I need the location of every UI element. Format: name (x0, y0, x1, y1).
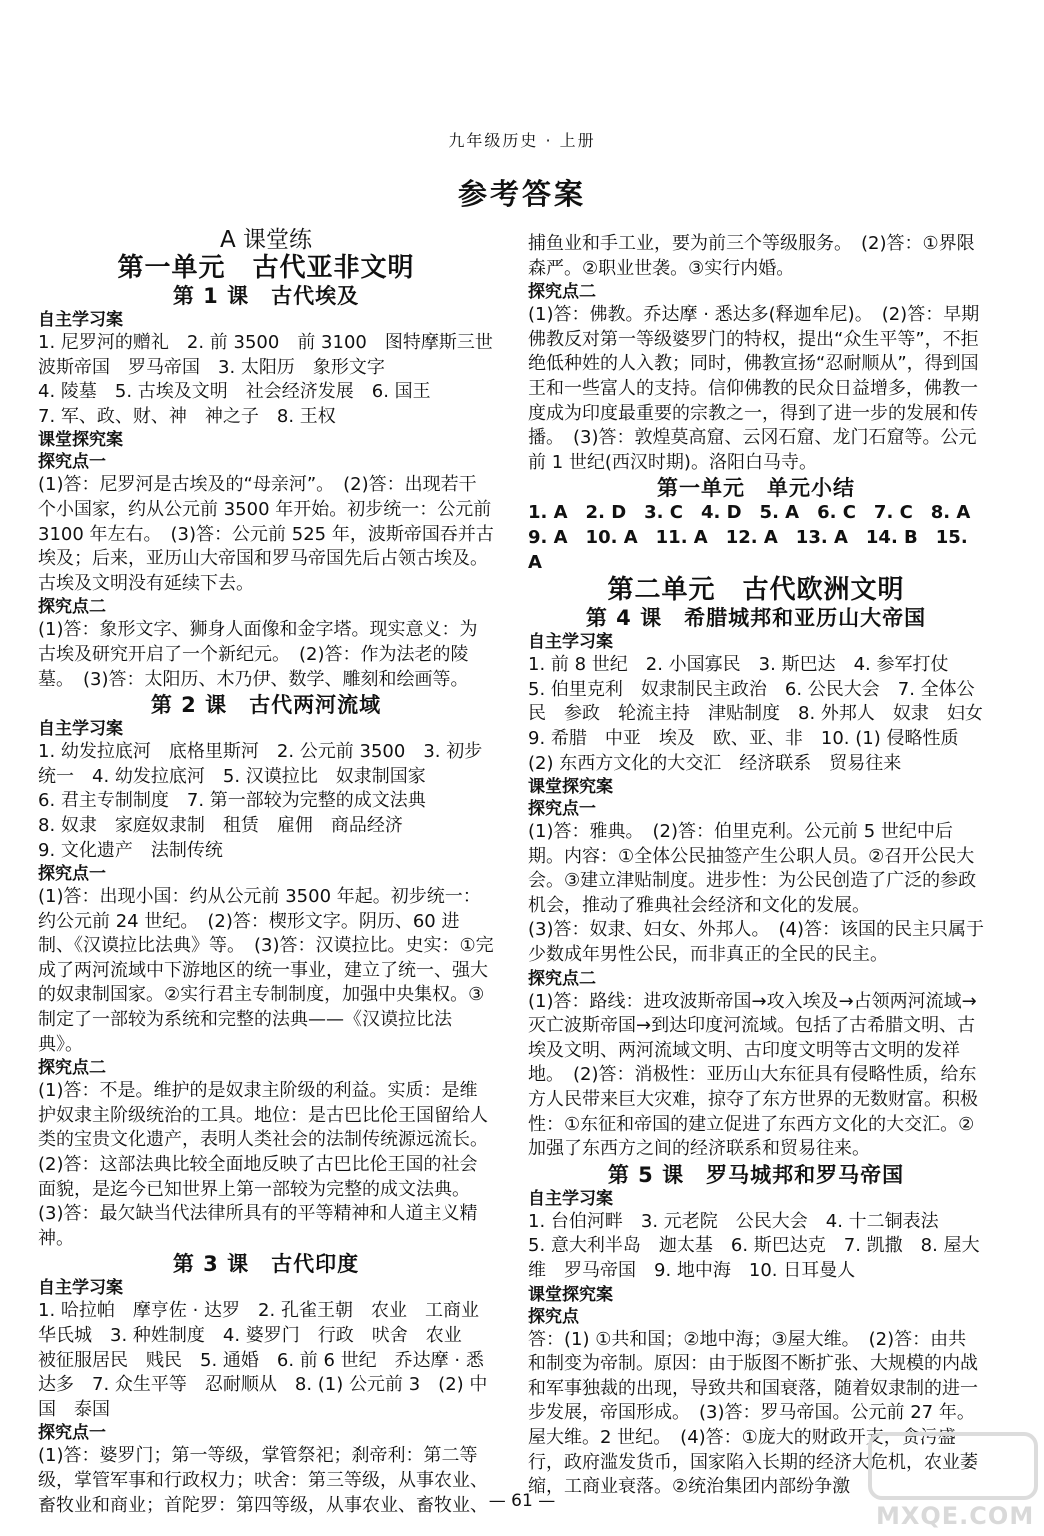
inquiry-heading: 探究点二 (528, 968, 596, 989)
section-heading: 自主学习案 (38, 1278, 123, 1299)
unit-1-summary-answers: 1. A 2. D 3. C 4. D 5. A 6. C 7. C 8. A 9. A 10. A 11. A 12. A 13. A 14. B 15. A (528, 502, 971, 573)
inquiry-heading: 探究点二 (38, 597, 106, 618)
lesson-1-inquiry-2: (1)答：象形文字、狮身人面像和金字塔。现实意义：为古埃及研究开启了一个新纪元。 (2)答：作为法老的陵墓。 (3)答：太阳历、木乃伊、数学、雕刻和绘画等。 (38, 619, 478, 690)
lesson-5-self-study: 1. 台伯河畔 3. 元老院 公民大会 4. 十二铜表法 5. 意大利半岛 迦太基 6. 斯巴达克 7. 凯撒 8. 屋大维 罗马帝国 9. 地中海 10. 日耳曼人 (528, 1210, 980, 1281)
lesson-4-inquiry-2: (1)答：路线：进攻波斯帝国→攻入埃及→占领两河流域→灭亡波斯帝国→到达印度河流域。包括了古希腊文明、古埃及文明、两河流域文明、古印度文明等古文明的发祥地。 (2)答：消极性：亚历山大东征具有侵略性质，给东方人民带来巨大灾难，掠夺了东方世界的无数财富。积极性：①东征和帝国的建立促进了东西方文化的大交汇。②加强了东西方之间的经济联系和贸易往来。 (528, 990, 978, 1160)
page-title: 参考答案 (457, 177, 586, 211)
right-column (528, 232, 984, 1500)
unit-1-summary-title: 第一单元 单元小结 (657, 476, 855, 501)
lesson-4-title: 第 4 课 希腊城邦和亚历山大帝国 (585, 606, 927, 631)
lesson-1-inquiry-1: (1)答：尼罗河是古埃及的“母亲河”。 (2)答：出现若干个小国家，约从公元前 3500 年开始。初步统一：公元前 3100 年左右。 (3)答：公元前 525 年，波斯帝国吞并古埃及；后来，亚历山大帝国和罗马帝国先后占领古埃及。古埃及文明没有延续下去。 (38, 474, 497, 594)
section-heading: 自主学习案 (528, 632, 613, 653)
lesson-3-inquiry-1-continued: 捕鱼业和手工业，要为前三个等级服务。 (2)答：①界限森严。②职业世袭。③实行内婚。 (528, 233, 975, 279)
lesson-5-title: 第 5 课 罗马城邦和罗马帝国 (607, 1162, 905, 1187)
lesson-2-inquiry-2: (1)答：不是。维护的是奴隶主阶级的利益。实质：是维护奴隶主阶级统治的工具。地位：是古巴比伦王国留给人类的宝贵文化遗产，表明人类社会的法制传统源远流长。 (2)答：这部法典比较全面地反映了古巴比伦王国的社会面貌，是迄今已知世界上第一部较为完整的成文法典。 (3)答：最欠缺当代法律所具有的平等精神和人道主义精神。 (38, 1080, 497, 1249)
left-column (38, 227, 497, 1518)
lesson-2-title: 第 2 课 古代两河流域 (150, 693, 382, 718)
inquiry-heading: 探究点 (528, 1306, 579, 1327)
inquiry-heading: 探究点一 (38, 452, 106, 473)
lesson-3-inquiry-1: (1)答：婆罗门；第一等级，掌管祭祀；刹帝利：第二等级，掌管军事和行政权力；吠舍：第三等级，从事农业、畜牧业和商业；首陀罗：第四等级，从事农业、畜牧业、 (38, 1445, 488, 1516)
lesson-2-inquiry-1: (1)答：出现小国：约从公元前 3500 年起。初步统一：约公元前 24 世纪。 (2)答：楔形文字。阴历、60 进制、《汉谟拉比法典》等。 (3)答：汉谟拉比。史实：①完成了两河流域中下游地区的统一事业，建立了统一、强大的奴隶制国家。②实行君主专制制度，加强中央集权。③制定了一部较为系统和完整的法典——《汉谟拉比法典》。 (38, 886, 494, 1055)
lesson-5-inquiry: 答：(1) ①共和国；②地中海；③屋大维。 (2)答：由共和制变为帝制。原因：由于版图不断扩张、大规模的内战和军事独裁的出现，导致共和国衰落，随着奴隶制的进一步发展，帝国形成。 (3)答：罗马帝国。公元前 27 年。屋大维。2 世纪。 (4)答：①庞大的财政开支，贪污盛行，政府滥发货币，国家陷入长期的经济大危机，农业萎缩，工商业衰落。②统治集团内部纷争激 (528, 1328, 978, 1498)
lesson-3-title: 第 3 课 古代印度 (172, 1252, 360, 1277)
watermark-logo (868, 1432, 1038, 1500)
section-heading: 课堂探究案 (38, 430, 123, 451)
section-heading: 自主学习案 (38, 719, 123, 740)
lesson-1-self-study: 1. 尼罗河的赠礼 2. 前 3500 前 3100 图特摩斯三世 波斯帝国 罗马帝国 3. 太阳历 象形文字 4. 陵墓 5. 古埃及文明 社会经济发展 6. 国王 7. 军、政、财、神 神之子 8. 王权 (38, 332, 493, 427)
watermark-url: MXQE.COM (876, 1502, 1035, 1530)
inquiry-heading: 探究点二 (528, 282, 596, 303)
unit-heading-1: 第一单元 古代亚非文明 (117, 253, 415, 283)
inquiry-heading: 探究点一 (38, 1423, 106, 1444)
page-number: — 61 — (488, 1491, 556, 1511)
inquiry-heading: 探究点二 (38, 1058, 106, 1079)
lesson-3-self-study: 1. 哈拉帕 摩亨佐 · 达罗 2. 孔雀王朝 农业 工商业 华氏城 3. 种姓制度 4. 婆罗门 行政 吠舍 农业 被征服居民 贱民 5. 通婚 6. 前 6 世纪 乔达摩 · 悉达多 7. 众生平等 忍耐顺从 8. (1) 公元前 3 (2) 中国 泰国 (38, 1300, 497, 1420)
section-heading: 课堂探究案 (528, 777, 613, 798)
watermark (868, 1432, 1038, 1532)
section-heading: 自主学习案 (38, 310, 123, 330)
lesson-4-self-study: 1. 前 8 世纪 2. 小国寡民 3. 斯巴达 4. 参军打仗 5. 伯里克利 奴隶制民主政治 6. 公民大会 7. 全体公民 参政 轮流主持 津贴制度 8. 外邦人 奴隶 妇女 9. 希腊 中亚 埃及 欧、亚、非 10. (1) 侵略性质 (2) 东西方文化的大交汇 经济联系 贸易往来 (528, 654, 983, 774)
unit-heading-2: 第二单元 古代欧洲文明 (607, 575, 905, 606)
inquiry-heading: 探究点一 (528, 799, 596, 820)
lesson-3-inquiry-2: (1)答：佛教。乔达摩 · 悉达多(释迦牟尼)。 (2)答：早期佛教反对第一等级婆罗门的特权，提出“众生平等”，不拒绝低种姓的人入教；同时，佛教宣扬“忍耐顺从”，得到国王和一些富人的支持。信仰佛教的民众日益增多，佛教一度成为印度最重要的宗教之一，得到了进一步的发展和传播。 (3)答：敦煌莫高窟、云冈石窟、龙门石窟等。公元前 1 世纪(西汉时期)。洛阳白马寺。 (528, 304, 980, 473)
running-header: 九年级历史 · 上册 (448, 131, 596, 150)
lesson-2-self-study: 1. 幼发拉底河 底格里斯河 2. 公元前 3500 3. 初步统一 4. 幼发拉底河 5. 汉谟拉比 奴隶制国家 6. 君主专制制度 7. 第一部较为完整的成文法典 8. 奴隶 家庭奴隶制 租赁 雇佣 商品经济 9. 文化遗产 法制传统 (38, 741, 483, 861)
section-heading: 自主学习案 (528, 1188, 613, 1209)
part-heading: A 课堂练 (219, 227, 313, 253)
inquiry-heading: 探究点一 (38, 864, 106, 885)
section-heading: 课堂探究案 (528, 1284, 613, 1305)
lesson-1-title: 第 1 课 古代埃及 (172, 284, 360, 308)
lesson-4-inquiry-1: (1)答：雅典。 (2)答：伯里克利。公元前 5 世纪中后期。内容：①全体公民抽签产生公职人员。②召开公民大会。③建立津贴制度。进步性：为公民创造了广泛的参政机会，推动了雅典社会经济和文化的发展。 (3)答：奴隶、妇女、外邦人。 (4)答：该国的民主只属于少数成年男性公民，而非真正的全民的民主。 (528, 821, 984, 966)
